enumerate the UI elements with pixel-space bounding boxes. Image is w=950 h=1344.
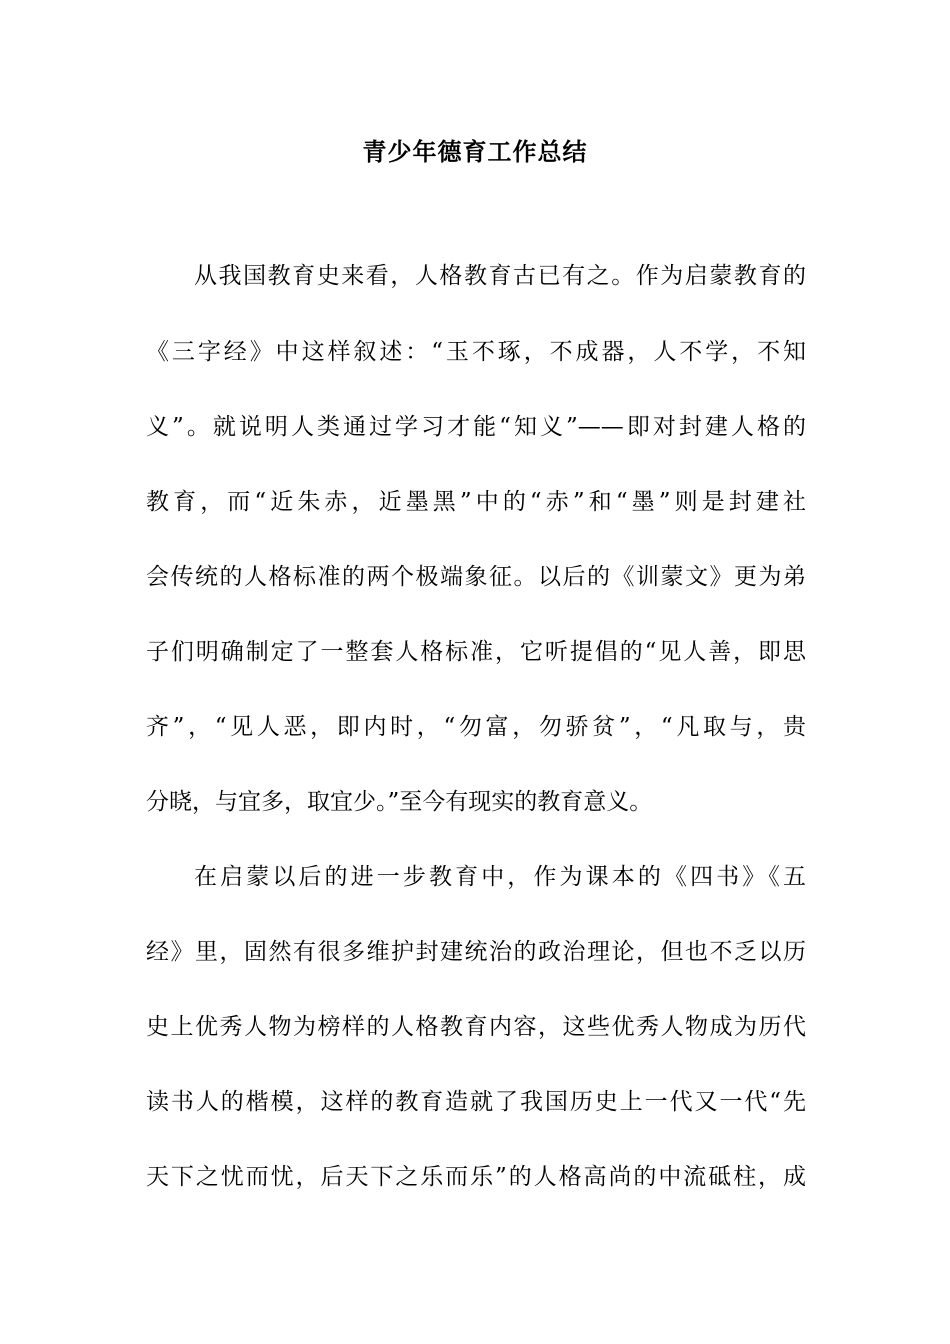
paragraph-line: 读书人的楷模，这样的教育造就了我国历史上一代又一代“先 — [146, 1089, 806, 1115]
paragraph-line: 经》里，固然有很多维护封建统治的政治理论，但也不乏以历 — [146, 939, 806, 965]
paragraph-line: 在启蒙以后的进一步教育中，作为课本的《四书》《五 — [194, 864, 806, 890]
paragraph-line: 义”。就说明人类通过学习才能“知义”——即对封建人格的 — [146, 414, 806, 440]
paragraph-line: 《三字经》中这样叙述：“玉不琢，不成器，人不学，不知 — [146, 339, 806, 365]
paragraph-line: 分晓，与宜多，取宜少。”至今有现实的教育意义。 — [146, 789, 653, 815]
paragraph-line: 齐”，“见人恶，即内时，“勿富，勿骄贫”，“凡取与，贵 — [146, 714, 806, 740]
paragraph-line: 教育，而“近朱赤，近墨黑”中的“赤”和“墨”则是封建社 — [146, 489, 806, 515]
paragraph-line: 子们明确制定了一整套人格标准，它听提倡的“见人善，即思 — [146, 639, 806, 665]
paragraph-line: 天下之忧而忧，后天下之乐而乐”的人格高尚的中流砥柱，成 — [146, 1164, 806, 1190]
paragraph-line: 从我国教育史来看，人格教育古已有之。作为启蒙教育的 — [194, 263, 806, 289]
paragraph-line: 史上优秀人物为榜样的人格教育内容，这些优秀人物成为历代 — [146, 1014, 806, 1040]
document-title: 青少年德育工作总结 — [362, 137, 588, 166]
paragraph-line: 会传统的人格标准的两个极端象征。以后的《训蒙文》更为弟 — [146, 564, 806, 590]
